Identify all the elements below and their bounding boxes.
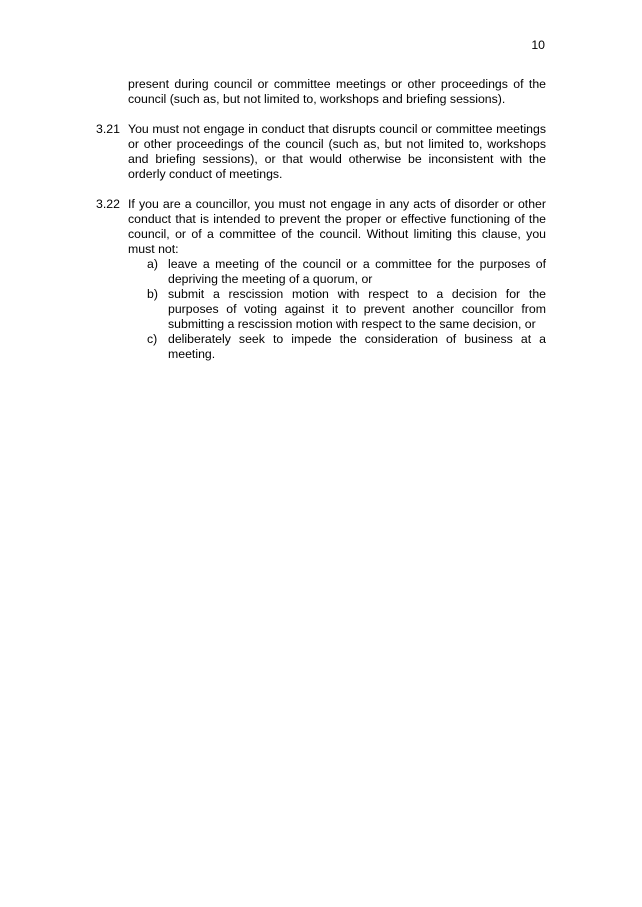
list-item-letter: a) — [147, 257, 158, 271]
clause-text: If you are a councillor, you must not engage in any acts of disorder or other conduct that is intended to prevent the proper or effective functioning of the council, or of a committee of the council. Without limiting this clause, you must not: — [128, 197, 546, 256]
clause-body — [128, 197, 546, 362]
document-body — [96, 77, 546, 362]
clause-number: 3.22 — [96, 197, 120, 211]
list-item-letter: c) — [147, 332, 158, 346]
continued-paragraph: present during council or committee meetings or other proceedings of the council (such as, but not limited to, workshops and briefing sessions). — [128, 77, 546, 106]
clause-text: You must not engage in conduct that disrupts council or committee meetings or other proceedings of the council (such as, but not limited to, workshops and briefing sessions), or that would otherwise be inconsistent with the orderly conduct of meetings. — [128, 122, 546, 181]
list-item — [147, 287, 546, 332]
list-item-text: submit a rescission motion with respect to a decision for the purposes of voting against it to prevent another councillor from submitting a rescission motion with respect to the same decision, or — [168, 287, 546, 331]
list-item — [147, 257, 546, 287]
list-item-letter: b) — [147, 287, 158, 301]
list-item — [147, 332, 546, 362]
clause-3-22 — [96, 197, 546, 362]
page-number: 10 — [531, 38, 545, 52]
clause-3-21 — [96, 122, 546, 182]
list-item-text: deliberately seek to impede the consideration of business at a meeting. — [168, 332, 546, 361]
clause-number: 3.21 — [96, 122, 120, 136]
list-item-text: leave a meeting of the council or a committee for the purposes of depriving the meeting of a quorum, or — [168, 257, 546, 286]
clause-sublist — [128, 257, 546, 362]
